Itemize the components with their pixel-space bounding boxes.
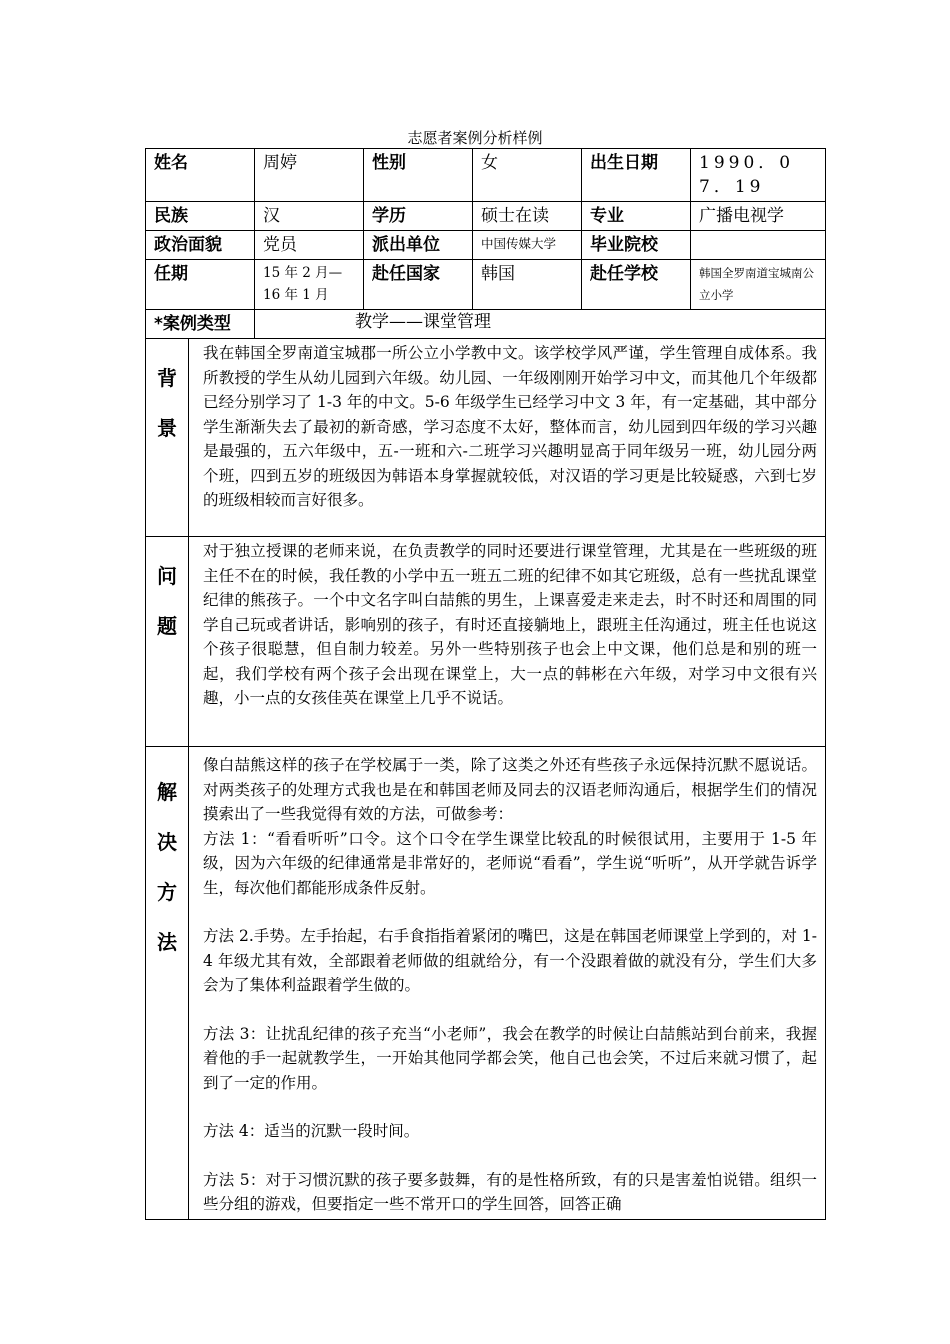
political-label: 政治面貌	[146, 231, 255, 260]
term-label: 任期	[146, 260, 255, 310]
solution-section-label: 解 决 方 法	[146, 747, 189, 1220]
major-label: 专业	[582, 202, 691, 231]
sender-label: 派出单位	[364, 231, 473, 260]
row-name	[146, 149, 826, 202]
ethnicity-value: 汉	[255, 202, 364, 231]
name-value: 周婷	[255, 149, 364, 202]
solution-method-5: 方法 5：对于习惯沉默的孩子要多鼓舞，有的是性格所致，有的只是害羞怕说错。组织一些分组的游戏，但要指定一些不常开口的学生回答，回答正确	[203, 1170, 817, 1213]
row-background	[146, 339, 826, 537]
case-type-label: *案例类型	[146, 310, 255, 339]
solution-intro: 像白喆熊这样的孩子在学校属于一类，除了这类之外还有些孩子永远保持沉默不愿说话。对两类孩子的处理方式我也是在和韩国老师及同去的汉语老师沟通后，根据学生们的情况摸索出了一些我觉得有效的方法，可做参考：	[203, 756, 817, 823]
case-type-value: 教学——课堂管理	[255, 310, 826, 339]
background-section-label: 背 景	[146, 339, 189, 537]
school-label: 赴任学校	[582, 260, 691, 310]
major-value: 广播电视学	[691, 202, 826, 231]
page-title: 志愿者案例分析样例	[407, 129, 543, 147]
row-solution	[146, 747, 826, 1220]
birth-value: 1990．07．19	[691, 149, 826, 202]
row-ethnicity	[146, 202, 826, 231]
school-value: 韩国全罗南道宝城南公立小学	[691, 260, 826, 310]
ethnicity-label: 民族	[146, 202, 255, 231]
gender-label: 性别	[364, 149, 473, 202]
birth-label: 出生日期	[582, 149, 691, 202]
row-term	[146, 260, 826, 310]
problem-text: 对于独立授课的老师来说，在负责教学的同时还要进行课堂管理，尤其是在一些班级的班主任不在的时候，我任教的小学中五一班五二班的纪律不如其它班级，总有一些扰乱课堂纪律的熊孩子。一个中文名字叫白喆熊的男生，上课喜爱走来走去，时不时还和周围的同学自己玩或者讲话，影响别的孩子，有时还直接躺地上，跟班主任沟通过，班主任也说这个孩子很聪慧，但自制力较差。另外一些特别孩子也会上中文课，他们总是和别的班一起，我们学校有两个孩子会出现在课堂上，大一点的韩彬在六年级，对学习中文很有兴趣，小一点的女孩佳英在课堂上几乎不说话。	[189, 537, 826, 747]
term-value: 15 年 2 月—16 年 1 月	[255, 260, 364, 310]
row-case-type	[146, 310, 826, 339]
row-problem	[146, 537, 826, 747]
solution-text	[189, 747, 826, 1220]
graduated-value	[691, 231, 826, 260]
problem-section-label: 问 题	[146, 537, 189, 747]
row-political	[146, 231, 826, 260]
solution-method-3: 方法 3：让扰乱纪律的孩子充当“小老师”，我会在教学的时候让白喆熊站到台前来，我握着他的手一起就教学生，一开始其他同学都会笑，他自己也会笑，不过后来就习惯了，起到了一定的作用。	[203, 1024, 817, 1092]
name-label: 姓名	[146, 149, 255, 202]
gender-value: 女	[473, 149, 582, 202]
education-label: 学历	[364, 202, 473, 231]
background-text: 我在韩国全罗南道宝城郡一所公立小学教中文。该学校学风严谨，学生管理自成体系。我所教授的学生从幼儿园到六年级。幼儿园、一年级刚刚开始学习中文，而其他几个年级都已经分别学习了 1-3 年的中文。5-6 年级学生已经学习中文 3 年，有一定基础，其中部分学生渐渐失去了最初的新奇感，学习态度不太好，整体而言，幼儿园到四年级的学习兴趣是最强的，五六年级中，五-一班和六-二班学习兴趣明显高于同年级另一班，幼儿园分两个班，四到五岁的班级因为韩语本身掌握就较低，对汉语的学习更是比较疑惑，六到七岁的班级相较而言好很多。	[189, 339, 826, 537]
country-value: 韩国	[473, 260, 582, 310]
solution-method-2: 方法 2.手势。左手抬起，右手食指指着紧闭的嘴巴，这是在韩国老师课堂上学到的，对 1-4 年级尤其有效，全部跟着老师做的组就给分，有一个没跟着做的就没有分，学生们大多会为了集体利益跟着学生做的。	[203, 927, 817, 994]
case-info-table	[145, 148, 826, 1220]
solution-method-1: 方法 1：“看看听听”口令。这个口令在学生课堂比较乱的时候很试用，主要用于 1-5 年级，因为六年级的纪律通常是非常好的，老师说“看看”，学生说“听听”，从开学就告诉学生，每次他们都能形成条件反射。	[203, 829, 817, 897]
sender-value: 中国传媒大学	[473, 231, 582, 260]
solution-method-4: 方法 4：适当的沉默一段时间。	[203, 1122, 420, 1140]
education-value: 硕士在读	[473, 202, 582, 231]
country-label: 赴任国家	[364, 260, 473, 310]
graduated-label: 毕业院校	[582, 231, 691, 260]
political-value: 党员	[255, 231, 364, 260]
